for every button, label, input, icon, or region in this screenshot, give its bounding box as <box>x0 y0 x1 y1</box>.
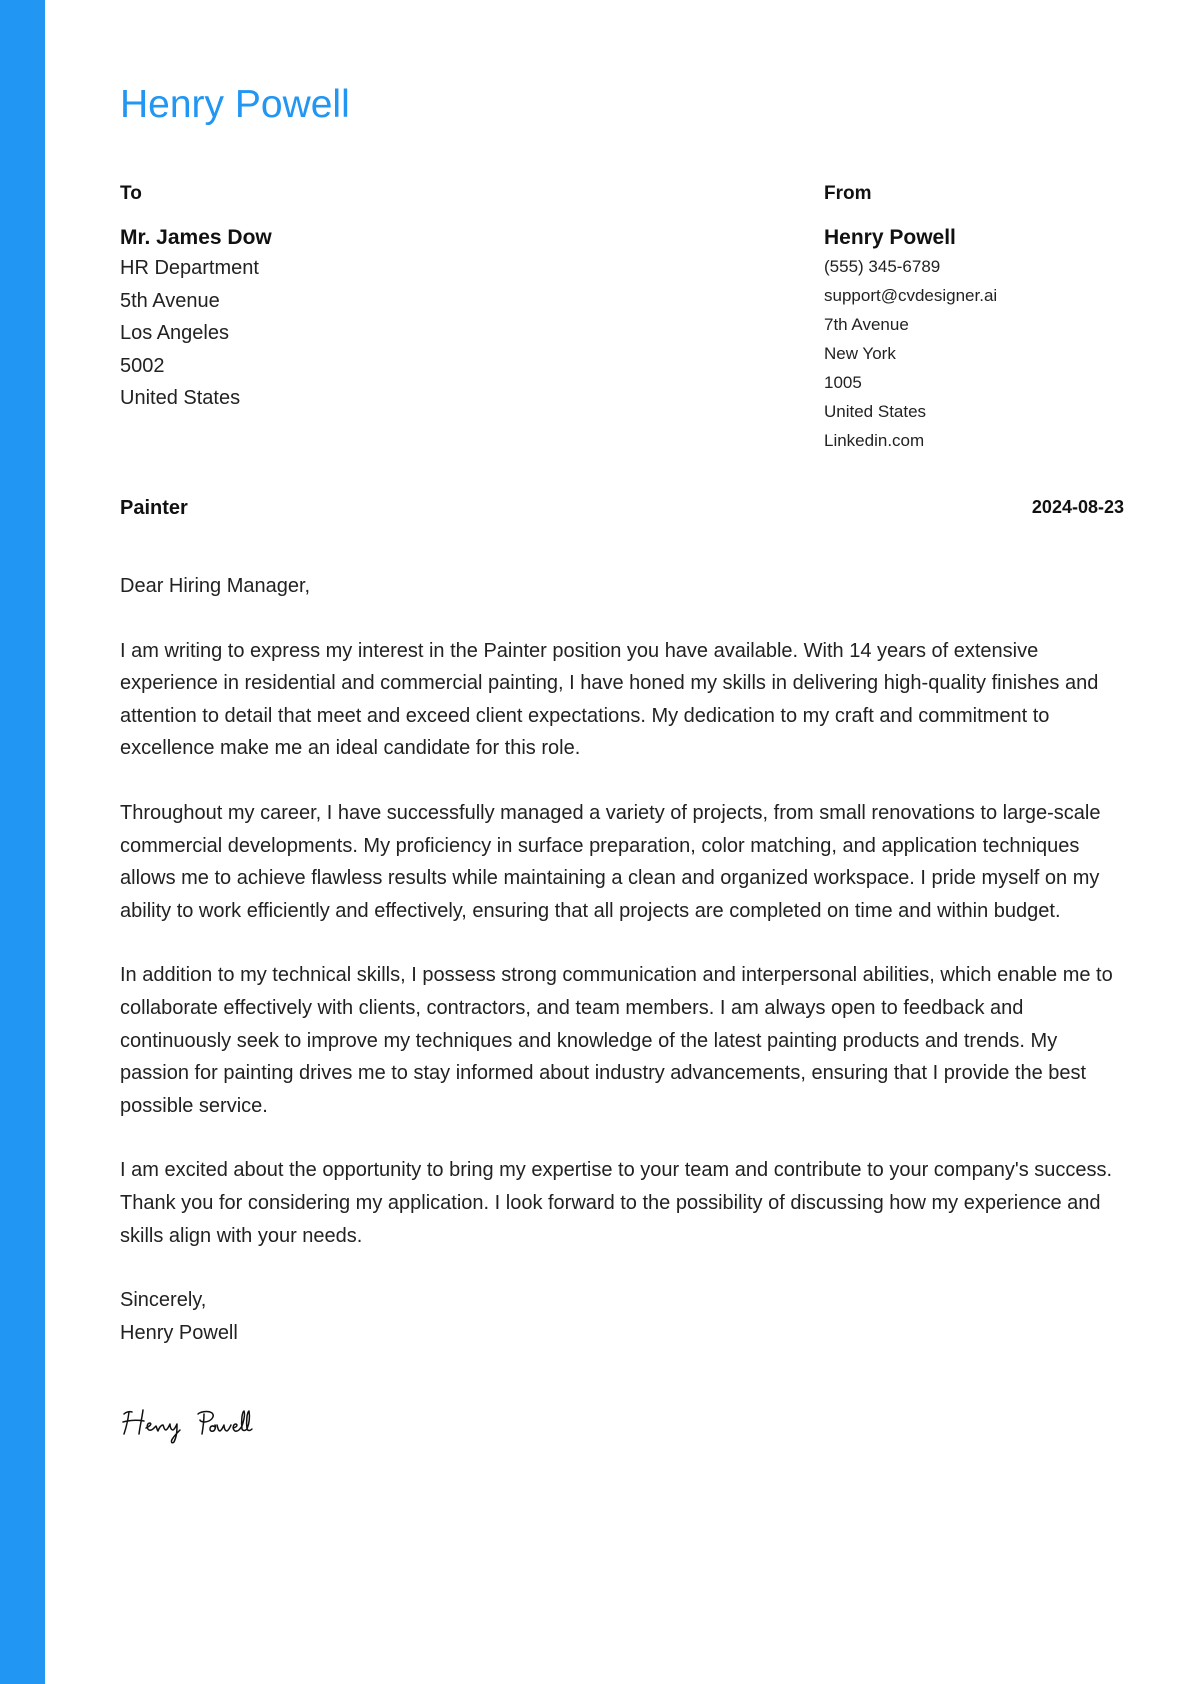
sender-website: Linkedin.com <box>824 431 925 450</box>
recipient-zip: 5002 <box>120 354 165 377</box>
recipient-city: Los Angeles <box>120 322 229 345</box>
sender-block <box>824 180 1124 455</box>
recipient-country: United States <box>120 387 241 410</box>
sender-label: From <box>824 183 872 204</box>
handwritten-signature <box>120 1402 300 1446</box>
sender-city: New York <box>824 344 896 363</box>
sender-zip: 1005 <box>824 373 862 392</box>
body-paragraph-3: In addition to my technical skills, I possess strong communication and interpersonal abilities, which enable me to collaborate effectively with clients, contractors, and team members. I am always open to feedback and continuously seek to improve my techniques and knowledge of the latest painting products and trends. My passion for painting drives me to stay informed about industry advancements, ensuring that I provide the best possible service. <box>120 964 1113 1117</box>
closing-phrase: Sincerely, <box>120 1289 207 1312</box>
body-paragraph-1: I am writing to express my interest in the Painter position you have available. With 14 years of extensive experience in residential and commercial painting, I have honed my skills in delivering high-quality finishes and attention to detail that meet and exceed client expectations. My dedication to my craft and commitment to excellence make me an ideal candidate for this role. <box>120 639 1099 760</box>
letter-body <box>120 570 1130 1349</box>
body-paragraph-2: Throughout my career, I have successfully managed a variety of projects, from small renovations to large-scale commercial developments. My proficiency in surface preparation, color matching, and application techniques allows me to achieve flawless results while maintaining a clean and organized workspace. I pride myself on my ability to work efficiently and effectively, ensuring that all projects are completed on time and within budget. <box>120 801 1101 922</box>
letter-date: 2024-08-23 <box>1031 497 1124 517</box>
body-paragraph-4: I am excited about the opportunity to bring my expertise to your team and contribute to your company's success. Thank you for considering my application. I look forward to the possibility of discussing how my experience and skills align with your needs. <box>120 1159 1113 1247</box>
sender-phone: (555) 345-6789 <box>824 257 941 276</box>
recipient-name: Mr. James Dow <box>120 226 272 249</box>
salutation: Dear Hiring Manager, <box>120 575 311 597</box>
sender-country: United States <box>824 402 927 421</box>
sender-street: 7th Avenue <box>824 315 909 334</box>
applicant-name-heading: Henry Powell <box>120 83 350 126</box>
recipient-department: HR Department <box>120 257 259 279</box>
signoff-name: Henry Powell <box>120 1321 238 1344</box>
accent-sidebar-bar <box>0 0 45 1684</box>
recipient-label: To <box>120 183 142 204</box>
sender-email: support@cvdesigner.ai <box>824 286 998 305</box>
position-title: Painter <box>120 497 188 519</box>
recipient-street: 5th Avenue <box>120 289 220 312</box>
recipient-block <box>120 180 620 415</box>
sender-name: Henry Powell <box>824 226 956 249</box>
